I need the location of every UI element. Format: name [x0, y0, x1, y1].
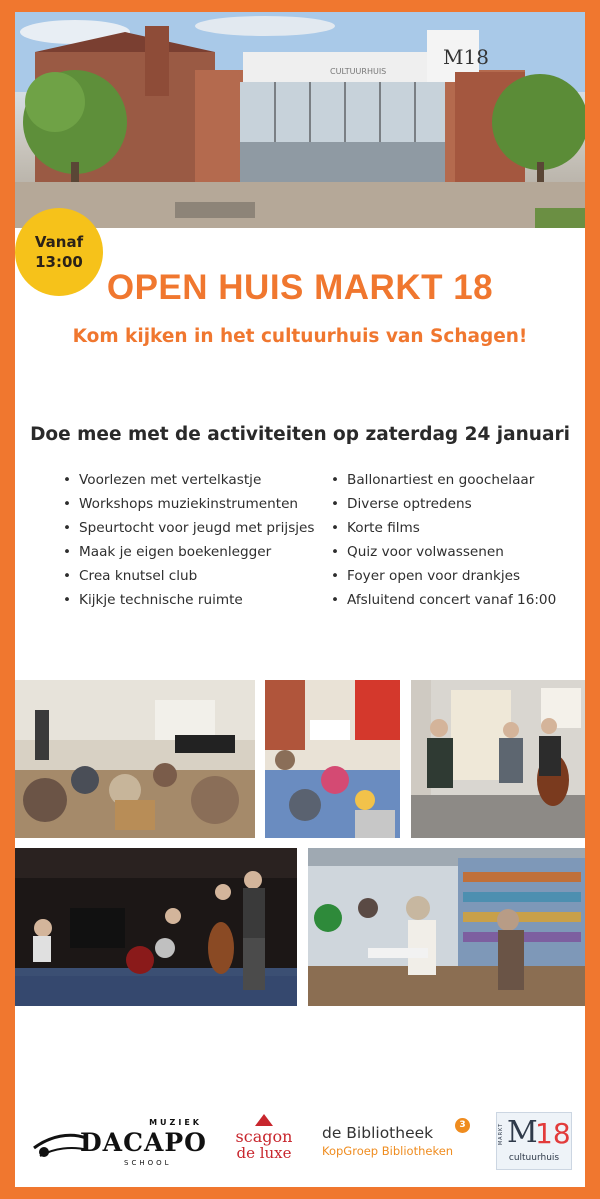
- list-item: • Ballonartiest en goochelaar: [331, 468, 556, 492]
- list-item: • Speurtocht voor jeugd met prijsjes: [63, 516, 315, 540]
- scagon-logo: [230, 1114, 298, 1174]
- list-item: • Crea knutsel club: [63, 564, 315, 588]
- photo-workshop: [15, 680, 255, 838]
- dacapo-name: DACAPO: [80, 1128, 207, 1157]
- list-item: • Afsluitend concert vanaf 16:00: [331, 588, 556, 612]
- page-title: OPEN HUIS MARKT 18: [106, 268, 494, 307]
- photo-library: [308, 848, 585, 1006]
- activities-list-left: [63, 468, 315, 612]
- list-item: • Maak je eigen boekenlegger: [63, 540, 315, 564]
- bibliotheek-line1: de Bibliotheek: [322, 1124, 434, 1142]
- badge-line2: 13:00: [35, 253, 83, 271]
- poster-card: [15, 12, 585, 1187]
- m18-number: 18: [535, 1117, 571, 1150]
- bibliotheek-line2: KopGroep Bibliotheken: [322, 1144, 454, 1158]
- building-photo: [15, 12, 585, 228]
- list-item: • Korte films: [331, 516, 556, 540]
- m18-markt: MARKT: [498, 1123, 504, 1146]
- m18-sub: cultuurhuis: [508, 1153, 560, 1163]
- activities-heading: Doe mee met de activiteiten op zaterdag 24 januari: [30, 424, 570, 445]
- scagon-hat-icon: [255, 1114, 273, 1126]
- page-subtitle: Kom kijken in het cultuurhuis van Schagen!: [72, 326, 528, 347]
- m18-m: M: [507, 1115, 538, 1150]
- bibliotheek-mark-icon: 3: [455, 1118, 470, 1133]
- dacapo-top: MUZIEK: [149, 1118, 202, 1127]
- photo-kids: [265, 680, 400, 838]
- list-item: • Diverse optredens: [331, 492, 556, 516]
- list-item: • Foyer open voor drankjes: [331, 564, 556, 588]
- scagon-line2: de luxe: [236, 1144, 292, 1162]
- m18-logo: [496, 1112, 572, 1170]
- badge-line1: Vanaf: [34, 233, 84, 251]
- list-item: • Kijkje technische ruimte: [63, 588, 315, 612]
- list-item: • Quiz voor volwassenen: [331, 540, 556, 564]
- list-item: • Workshops muziekinstrumenten: [63, 492, 315, 516]
- logo-bar: [15, 1110, 585, 1180]
- building-sign: M18: [443, 45, 489, 69]
- activities-list-right: [331, 468, 556, 612]
- dacapo-bottom: SCHOOL: [124, 1159, 172, 1167]
- scagon-line1: scagon: [235, 1127, 293, 1146]
- dacapo-logo: [30, 1118, 206, 1166]
- photo-musicians: [411, 680, 585, 838]
- bibliotheek-logo: [322, 1120, 482, 1168]
- list-item: • Voorlezen met vertelkastje: [63, 468, 315, 492]
- building-text: CULTUURHUIS: [330, 67, 387, 76]
- photo-concert: [15, 848, 297, 1006]
